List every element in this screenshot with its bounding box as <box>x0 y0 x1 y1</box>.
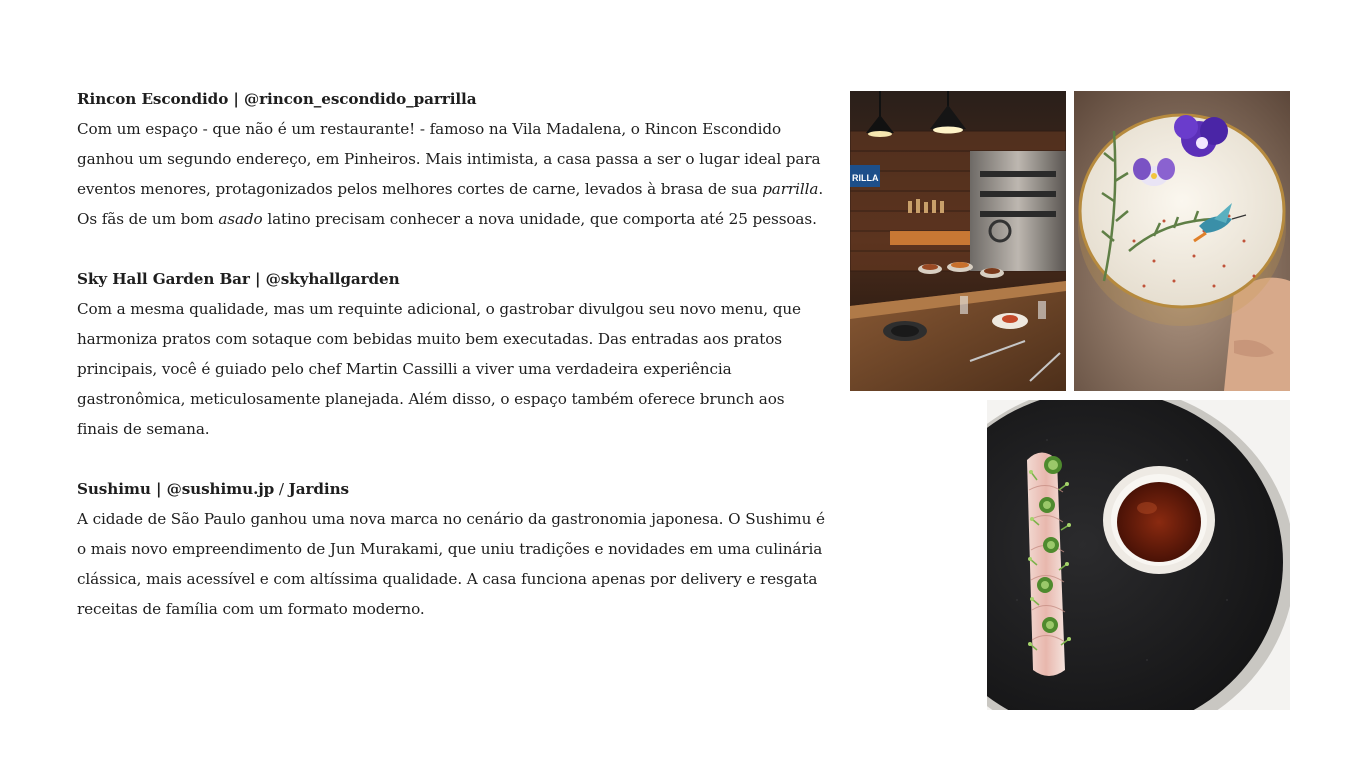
body-text: . Os fãs de um bom <box>77 180 824 228</box>
article-rincon-escondido <box>77 84 827 234</box>
restaurant-name: Rincon Escondido <box>77 90 229 108</box>
article-heading <box>77 474 827 504</box>
instagram-handle: @rincon_escondido_parrilla <box>244 90 477 108</box>
emphasis-text: parrilla <box>762 180 819 198</box>
heading-slash: / <box>274 480 289 498</box>
article-heading <box>77 264 827 294</box>
heading-separator: | <box>228 90 245 108</box>
restaurant-name: Sushimu <box>77 480 151 498</box>
article-list <box>77 84 827 654</box>
emphasis-text: asado <box>218 210 263 228</box>
article-heading <box>77 84 827 114</box>
cocktail-photo <box>1074 91 1290 391</box>
article-sushimu <box>77 474 827 624</box>
neighborhood: Jardins <box>288 480 349 498</box>
body-text: latino precisam conhecer a nova unidade, que comporta até 25 pessoas. <box>262 210 817 228</box>
article-body: Com a mesma qualidade, mas um requinte adicional, o gastrobar divulgou seu novo menu, que harmoniza pratos com sotaque com bebidas muito bem executadas. Das entradas aos pratos principais, você é guiado pelo chef Martin Cassilli a viver uma verdadeira experiência gastronômica, meticulosamente planejada. Além disso, o espaço também oferece brunch aos finais de semana. <box>77 300 801 438</box>
restaurant-name: Sky Hall Garden Bar <box>77 270 250 288</box>
sashimi-photo <box>987 400 1290 710</box>
restaurant-sign: RILLA <box>852 173 879 183</box>
heading-separator: | <box>150 480 167 498</box>
article-body <box>77 114 827 234</box>
instagram-handle: @sushimu.jp <box>166 480 275 498</box>
heading-separator: | <box>249 270 266 288</box>
parrilla-photo <box>850 91 1066 391</box>
instagram-handle: @skyhallgarden <box>265 270 400 288</box>
article-sky-hall-garden-bar <box>77 264 827 444</box>
body-text: Com um espaço - que não é um restaurante! - famoso na Vila Madalena, o Rincon Escondido ganhou um segundo endereço, em Pinheiros. Mais intimista, a casa passa a ser o lugar ideal para eventos menores, protagonizados pelos melhores cortes de carne, levados à brasa de sua <box>77 120 821 198</box>
article-body: A cidade de São Paulo ganhou uma nova marca no cenário da gastronomia japonesa. O Sushimu é o mais novo empreendimento de Jun Murakami, que uniu tradições e novidades em uma culinária clássica, mais acessível e com altíssima qualidade. A casa funciona apenas por delivery e resgata receitas de família com um formato moderno. <box>77 510 825 618</box>
